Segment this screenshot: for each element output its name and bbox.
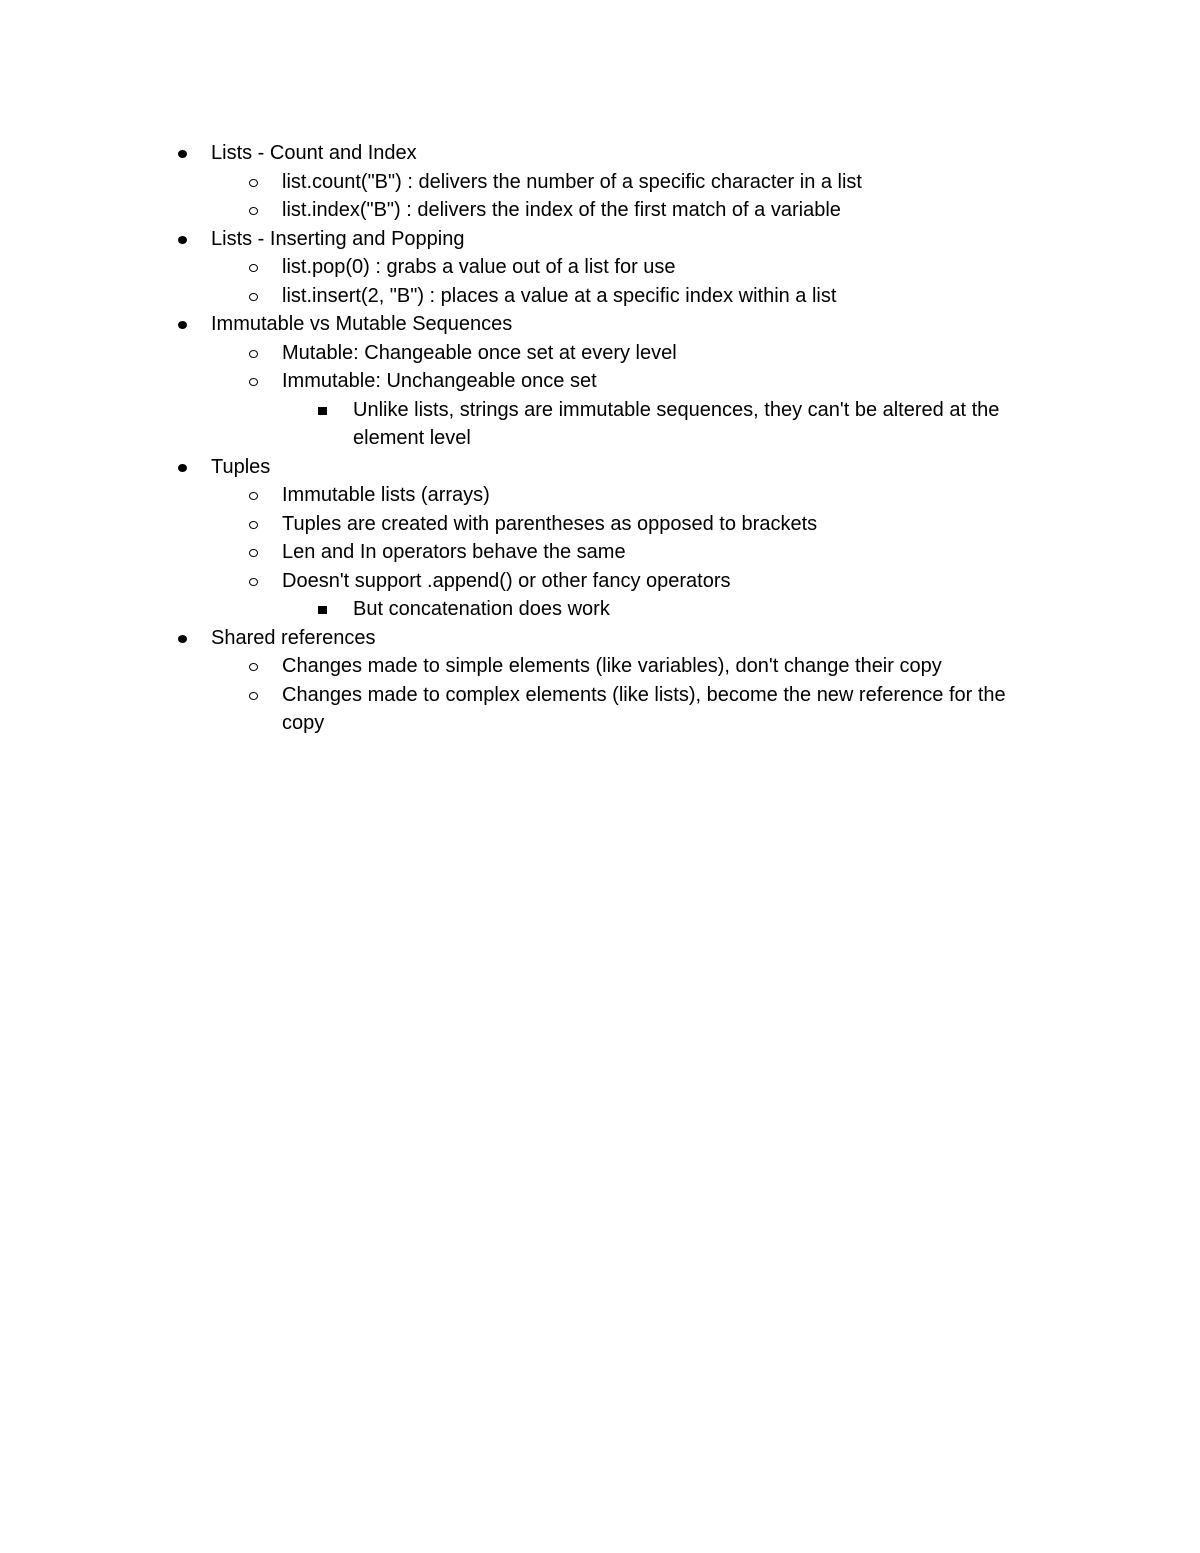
list-item bbox=[0, 396, 1053, 453]
hollow-circle-bullet-icon bbox=[249, 207, 258, 215]
hollow-circle-bullet-icon bbox=[249, 692, 258, 700]
list-item bbox=[0, 595, 1053, 624]
list-item bbox=[0, 168, 1052, 197]
hollow-circle-bullet-icon bbox=[249, 663, 258, 671]
list-item-text: Immutable vs Mutable Sequences bbox=[211, 313, 513, 335]
bulleted-notes-list bbox=[0, 139, 1200, 738]
list-item-text: list.insert(2, "B") : places a value at a specific index within a list bbox=[282, 284, 837, 307]
hollow-circle-bullet-icon bbox=[249, 350, 258, 358]
hollow-circle-bullet-icon bbox=[249, 578, 258, 586]
list-item-text: list.count("B") : delivers the number of a specific character in a list bbox=[282, 170, 862, 193]
list-item bbox=[0, 538, 1052, 567]
hollow-circle-bullet-icon bbox=[249, 549, 258, 557]
list-item-text: list.index("B") : delivers the index of the first match of a variable bbox=[282, 199, 841, 221]
list-item bbox=[0, 453, 1051, 482]
list-item-text: Shared references bbox=[211, 626, 376, 649]
list-item bbox=[0, 139, 1051, 168]
list-item bbox=[0, 681, 1052, 738]
list-item-text: Immutable: Unchangeable once set bbox=[282, 370, 597, 392]
filled-square-bullet-icon bbox=[318, 606, 327, 614]
list-item bbox=[0, 510, 1052, 539]
list-item bbox=[0, 624, 1051, 653]
list-item-text: Tuples are created with parentheses as opposed to brackets bbox=[282, 512, 818, 535]
list-item-text: Lists - Count and Index bbox=[211, 142, 417, 164]
list-item bbox=[0, 481, 1052, 510]
list-item-text: Lists - Inserting and Popping bbox=[211, 227, 465, 250]
list-item bbox=[0, 253, 1052, 282]
list-item bbox=[0, 282, 1052, 311]
list-item-text: Immutable lists (arrays) bbox=[282, 484, 490, 506]
filled-square-bullet-icon bbox=[318, 407, 327, 415]
list-item-text: list.pop(0) : grabs a value out of a list for use bbox=[282, 256, 676, 278]
list-item-text: Mutable: Changeable once set at every level bbox=[282, 341, 677, 364]
list-item bbox=[0, 225, 1051, 254]
hollow-circle-bullet-icon bbox=[249, 179, 258, 187]
list-item-text: Changes made to complex elements (like lists), become the new reference for the copy bbox=[282, 683, 1006, 734]
hollow-circle-bullet-icon bbox=[249, 264, 258, 272]
hollow-circle-bullet-icon bbox=[249, 378, 258, 386]
hollow-circle-bullet-icon bbox=[249, 521, 258, 529]
list-item-text: Changes made to simple elements (like variables), don't change their copy bbox=[282, 655, 942, 677]
list-item bbox=[0, 196, 1052, 225]
list-item-text: But concatenation does work bbox=[353, 598, 610, 620]
filled-circle-bullet-icon bbox=[178, 321, 187, 329]
list-item bbox=[0, 567, 1052, 596]
list-item bbox=[0, 339, 1052, 368]
list-item-text: Unlike lists, strings are immutable sequences, they can't be altered at the element level bbox=[353, 398, 1000, 449]
filled-circle-bullet-icon bbox=[178, 236, 187, 244]
list-item-text: Tuples bbox=[211, 455, 271, 478]
filled-circle-bullet-icon bbox=[178, 635, 187, 643]
hollow-circle-bullet-icon bbox=[249, 492, 258, 500]
filled-circle-bullet-icon bbox=[178, 150, 187, 158]
filled-circle-bullet-icon bbox=[178, 464, 187, 472]
list-item-text: Doesn't support .append() or other fancy operators bbox=[282, 569, 731, 592]
list-item bbox=[0, 367, 1052, 396]
list-item bbox=[0, 652, 1052, 681]
list-item bbox=[0, 310, 1051, 339]
hollow-circle-bullet-icon bbox=[249, 293, 258, 301]
list-item-text: Len and In operators behave the same bbox=[282, 541, 626, 563]
